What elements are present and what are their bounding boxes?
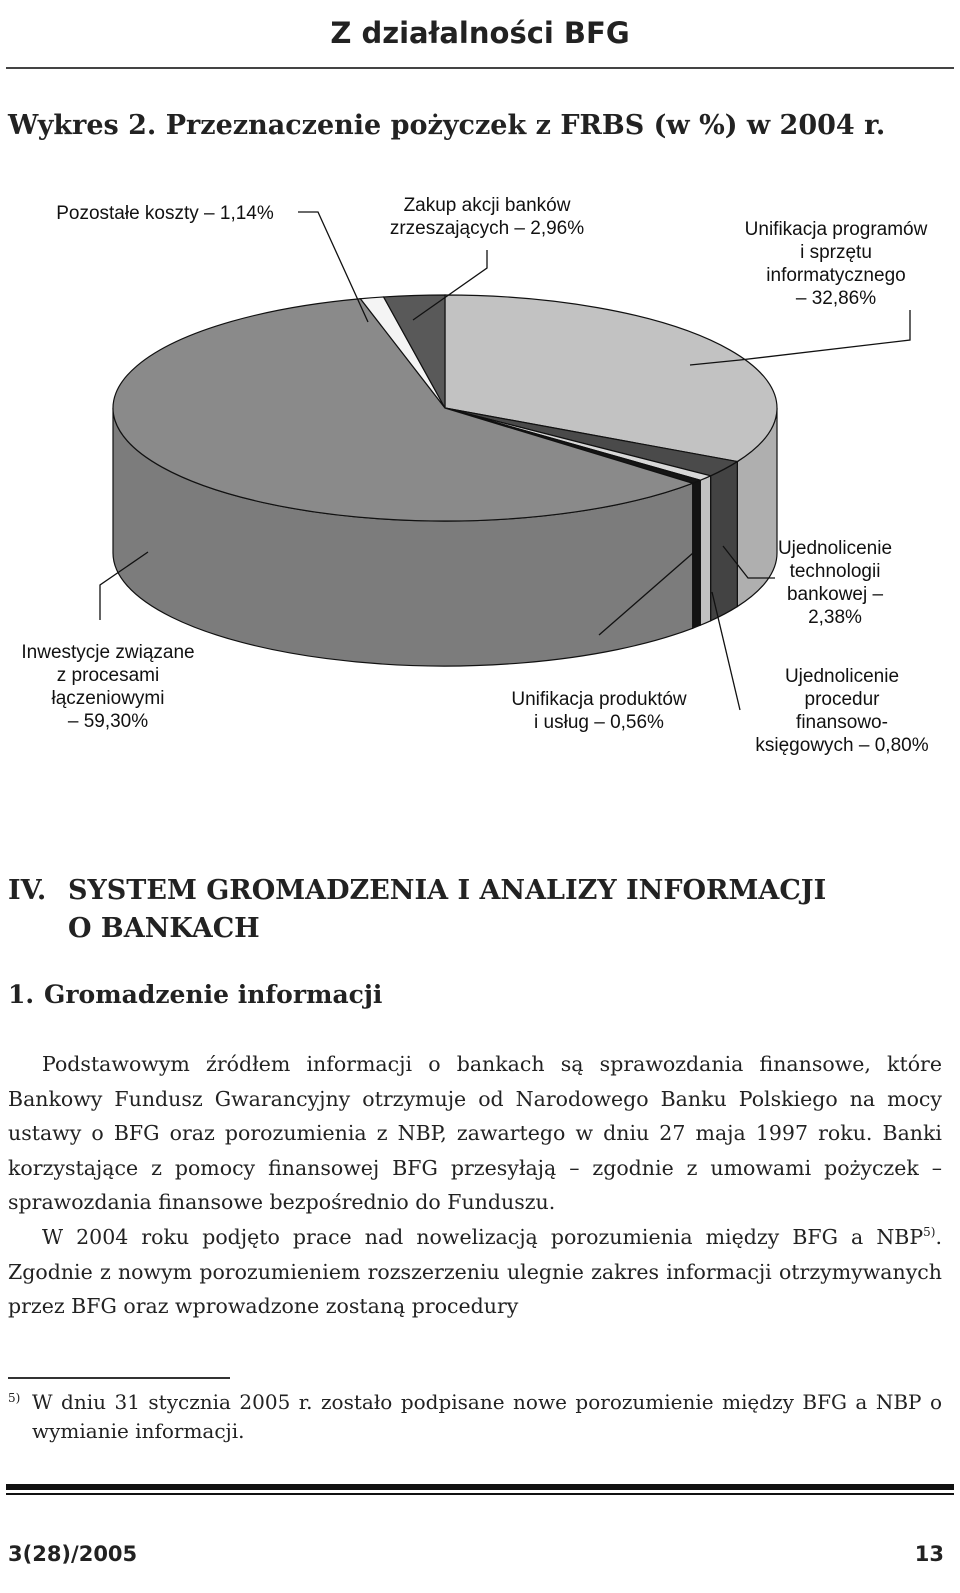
slice-label-line: – 59,30%: [67, 711, 149, 732]
footnote-mark: 5): [8, 1391, 21, 1405]
slice-label-line: informatycznego: [766, 265, 906, 286]
slice-label-line: księgowych – 0,80%: [755, 735, 929, 756]
section-number: IV.: [8, 875, 47, 906]
slice-label-5: [56, 203, 274, 224]
pie-side-1: [711, 462, 738, 621]
subsection-heading: [8, 980, 382, 1009]
paragraph-1: Podstawowym źródłem informacji o bankach są sprawozdania finansowe, które Bankowy Fundusz Gwarancyjny otrzymuje od Narodowego Banku Polskiego na mocy ustawy o BFG oraz porozumienia z NBP, zawartego w dniu 27 maja 1997 roku. Banki korzystające z pomocy finansowej BFG przesyłają – zgodnie z umowami pożyczek – sprawozdania finansowe bezpośrednio do Funduszu.: [8, 1052, 942, 1215]
subsection-title: Gromadzenie informacji: [44, 980, 383, 1009]
paragraph-2-part-b: . Zgodnie z nowym porozumieniem rozszerzeniu ulegnie zakres informacji otrzymywanych przez BFG oraz wprowadzone zostaną procedury: [8, 1224, 942, 1319]
slice-label-line: Zakup akcji banków: [403, 195, 571, 216]
pie-side-2: [700, 476, 710, 625]
slice-label-line: zrzeszających – 2,96%: [389, 218, 585, 239]
subsection-number: 1.: [8, 980, 35, 1009]
section-title-line2: O BANKACH: [68, 913, 260, 944]
slice-label-line: technologii: [789, 561, 881, 582]
header-rule: [6, 67, 954, 69]
section-title-line1: SYSTEM GROMADZENIA I ANALIZY INFORMACJI: [68, 875, 827, 906]
footnote-reference: 5): [923, 1225, 936, 1240]
running-header: Z działalności BFG: [330, 16, 630, 50]
slice-label-line: procedur: [804, 689, 880, 710]
slice-label-line: Pozostałe koszty – 1,14%: [56, 203, 274, 224]
slice-label-line: Unifikacja produktów: [511, 689, 687, 710]
paragraph-2-part-a: W 2004 roku podjęto prace nad nowelizacją porozumienia między BFG a NBP: [42, 1224, 924, 1249]
slice-label-4: [21, 642, 194, 732]
footnote: [8, 1388, 942, 1446]
slice-label-0: [745, 219, 928, 309]
slice-label-line: Inwestycje związane: [21, 642, 195, 663]
body-text: [8, 1047, 942, 1324]
slice-label-2: [755, 666, 928, 756]
slice-label-6: [390, 195, 584, 239]
slice-label-line: i usług – 0,56%: [534, 712, 664, 733]
pie-chart: [0, 160, 960, 800]
slice-label-line: Ujednolicenie: [784, 666, 900, 687]
chart-title: Wykres 2. Przeznaczenie pożyczek z FRBS (w %) w 2004 r.: [8, 110, 886, 141]
slice-label-line: bankowej –: [786, 584, 884, 605]
slice-label-line: 2,38%: [808, 607, 862, 628]
slice-label-line: Ujednolicenie: [777, 538, 893, 559]
slice-label-line: łączeniowymi: [51, 688, 165, 709]
footer-rule-thin: [6, 1493, 954, 1495]
slice-label-line: z procesami: [56, 665, 160, 686]
slice-label-line: – 32,86%: [795, 288, 877, 309]
page-number: 13: [914, 1542, 944, 1566]
slice-label-1: [778, 538, 892, 628]
slice-label-line: i sprzętu: [800, 242, 872, 263]
footnote-rule: [8, 1377, 230, 1379]
section-heading: [8, 872, 826, 948]
footer-rule-thick: [6, 1484, 954, 1490]
paragraph-2: [8, 1220, 942, 1324]
footnote-text: W dniu 31 stycznia 2005 r. zostało podpisane nowe porozumienie między BFG a NBP o wymianie informacji.: [32, 1390, 942, 1443]
pie-top-face: [113, 295, 777, 521]
slice-label-line: Unifikacja programów: [744, 219, 928, 240]
slice-label-3: [511, 689, 687, 733]
slice-label-line: finansowo-: [796, 712, 888, 733]
issue-number: 3(28)/2005: [8, 1542, 138, 1566]
pie-side-3: [693, 480, 701, 628]
